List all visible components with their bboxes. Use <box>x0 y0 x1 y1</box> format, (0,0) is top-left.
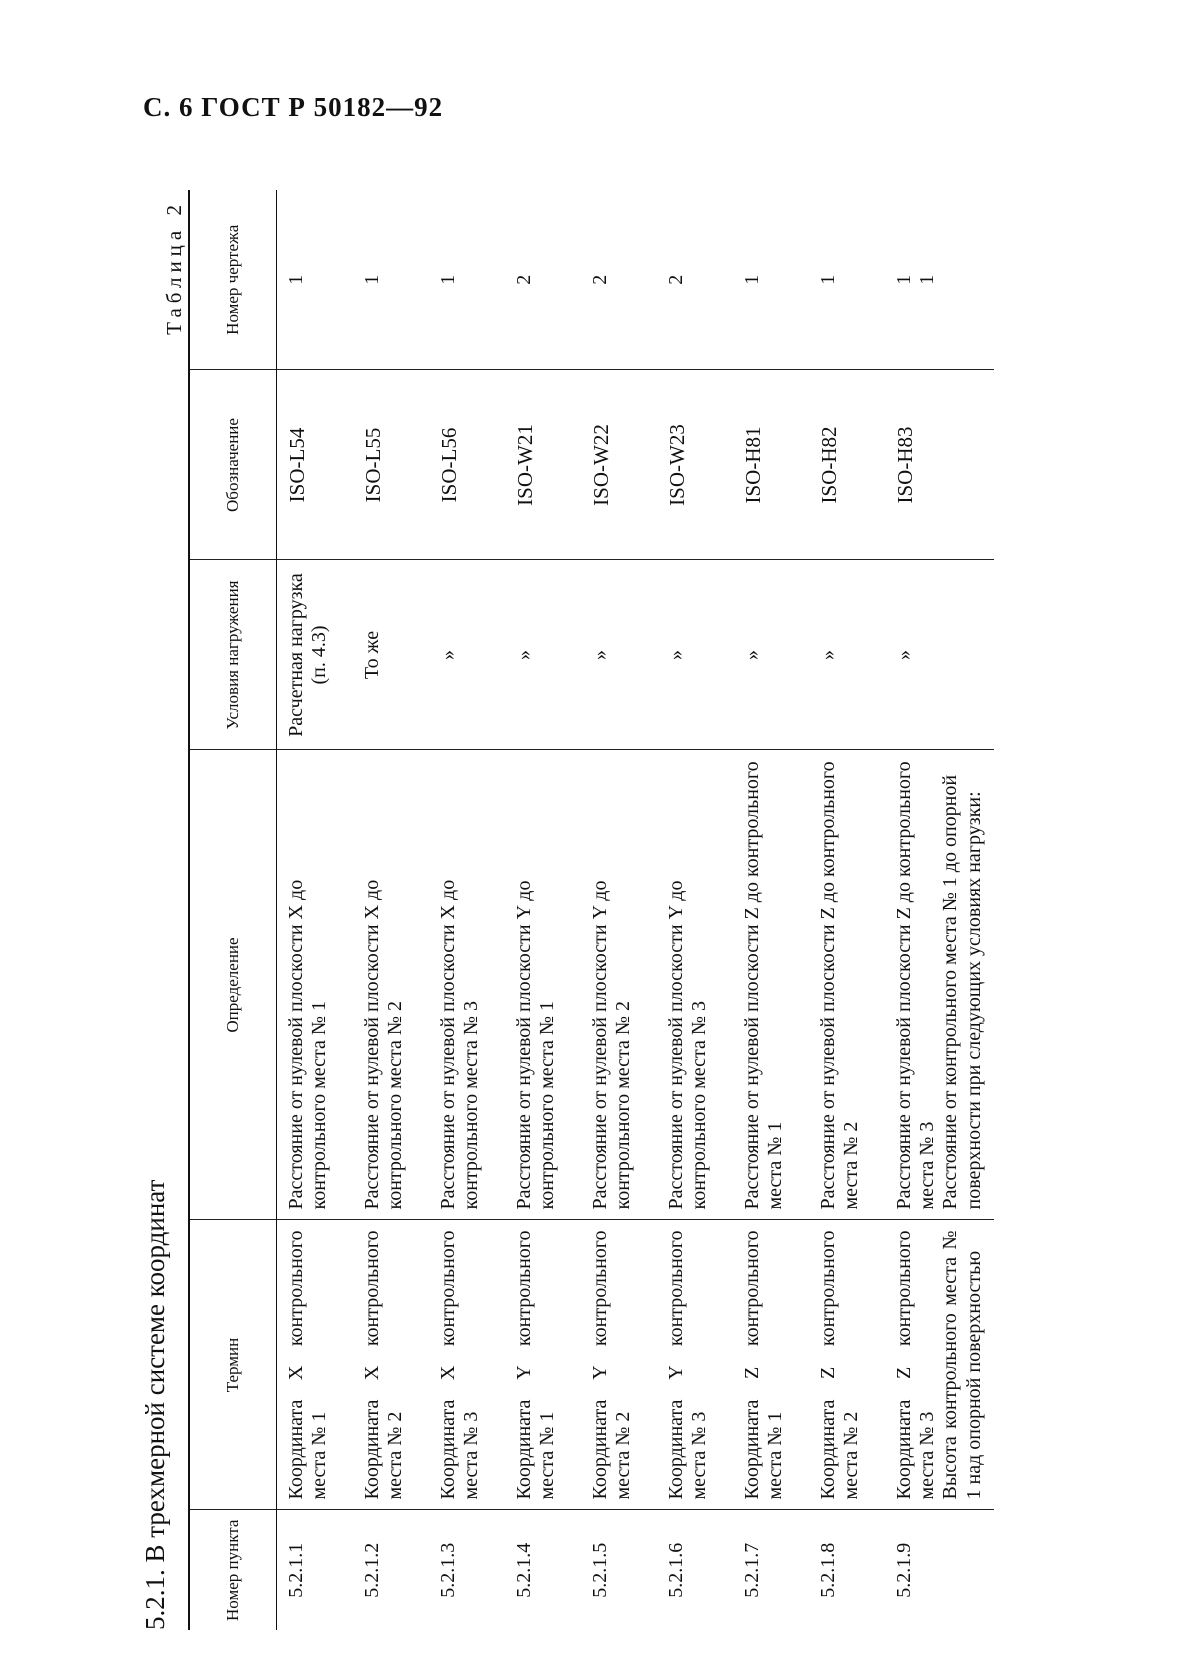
table-row <box>733 190 809 1630</box>
row-definition <box>885 750 994 1220</box>
row-term <box>885 1220 994 1510</box>
header-item-number: Номер пункта <box>189 1510 277 1630</box>
header-definition: Определение <box>189 750 277 1220</box>
row-definition: Расстояние от нулевой плоскости Z до контрольного места № 1 <box>733 750 809 1220</box>
table-row <box>277 190 354 1630</box>
row-designation: ISO-W23 <box>657 370 733 560</box>
row-term: Координата X контрольного места № 1 <box>277 1220 354 1510</box>
row-designation: ISO-L56 <box>429 370 505 560</box>
row-conditions: » <box>505 560 581 750</box>
row-drawing: 2 <box>657 190 733 370</box>
row-drawing: 1 <box>733 190 809 370</box>
row-definition: Расстояние от нулевой плоскости Y до контрольного места № 1 <box>505 750 581 1220</box>
row-designation: ISO-H82 <box>809 370 885 560</box>
table-caption: Таблица 2 <box>162 200 186 335</box>
row-number: 5.2.1.2 <box>361 1542 383 1598</box>
row-conditions: » <box>657 560 733 750</box>
row-number: 5.2.1.1 <box>285 1542 307 1598</box>
row-definition: Расстояние от нулевой плоскости X до контрольного места № 2 <box>353 750 429 1220</box>
row-drawing: 2 <box>505 190 581 370</box>
row-designation: ISO-H81 <box>733 370 809 560</box>
header-term: Термин <box>189 1220 277 1510</box>
row-definition-extra: Расстояние от контрольного места № 1 до опорной поверхности при следующих условиях нагрузки: <box>939 774 985 1210</box>
row-number: 5.2.1.7 <box>741 1542 763 1598</box>
section-title: 5.2.1. В трехмерной системе координат <box>140 1179 170 1630</box>
row-conditions: » <box>581 560 657 750</box>
row-number: 5.2.1.6 <box>665 1542 687 1598</box>
row-definition: Расстояние от нулевой плоскости Y до контрольного места № 3 <box>657 750 733 1220</box>
row-conditions: » <box>885 560 994 750</box>
row-conditions: Расчетная нагрузка (п. 4.3) <box>277 560 354 750</box>
row-designation: ISO-W22 <box>581 370 657 560</box>
row-term: Координата Z контрольного места № 1 <box>733 1220 809 1510</box>
row-number: 5.2.1.4 <box>513 1542 535 1598</box>
row-designation: ISO-W21 <box>505 370 581 560</box>
row-drawing-main: 1 <box>893 274 915 285</box>
row-term: Координата X контрольного места № 2 <box>353 1220 429 1510</box>
row-drawing-extra: 1 <box>916 274 939 285</box>
table-row <box>429 190 505 1630</box>
row-number: 5.2.1.3 <box>437 1542 459 1598</box>
table-row <box>809 190 885 1630</box>
row-drawing <box>885 190 994 370</box>
row-number: 5.2.1.5 <box>589 1542 611 1598</box>
table-row <box>581 190 657 1630</box>
table-row <box>353 190 429 1630</box>
row-drawing: 1 <box>353 190 429 370</box>
header-drawing-number: Номер чертежа <box>189 190 277 370</box>
row-drawing: 2 <box>581 190 657 370</box>
row-designation: ISO-L54 <box>277 370 354 560</box>
row-number: 5.2.1.9 <box>893 1542 915 1598</box>
row-term-extra: Высота контрольного места № 1 над опорной поверхностью <box>939 1230 985 1500</box>
row-definition: Расстояние от нулевой плоскости X до контрольного места № 3 <box>429 750 505 1220</box>
header-load-conditions: Условия нагружения <box>189 560 277 750</box>
table-row <box>505 190 581 1630</box>
row-term: Координата Y контрольного места № 2 <box>581 1220 657 1510</box>
row-term: Координата Y контрольного места № 1 <box>505 1220 581 1510</box>
table-row <box>657 190 733 1630</box>
row-conditions: То же <box>353 560 429 750</box>
row-number: 5.2.1.8 <box>817 1542 839 1598</box>
header-designation: Обозначение <box>189 370 277 560</box>
table-header-row <box>189 190 277 1630</box>
row-designation: ISO-H83 <box>885 370 994 560</box>
row-conditions: » <box>429 560 505 750</box>
coordinates-table <box>188 190 994 1630</box>
row-designation: ISO-L55 <box>353 370 429 560</box>
row-drawing: 1 <box>277 190 354 370</box>
row-drawing: 1 <box>429 190 505 370</box>
row-term: Координата Z контрольного места № 2 <box>809 1220 885 1510</box>
row-conditions: » <box>809 560 885 750</box>
row-definition: Расстояние от нулевой плоскости Z до контрольного места № 2 <box>809 750 885 1220</box>
row-definition-main: Расстояние от нулевой плоскости Z до контрольного места № 3 <box>893 761 939 1210</box>
row-term: Координата X контрольного места № 3 <box>429 1220 505 1510</box>
row-definition: Расстояние от нулевой плоскости X до контрольного места № 1 <box>277 750 354 1220</box>
table-row <box>885 190 994 1630</box>
row-term: Координата Y контрольного места № 3 <box>657 1220 733 1510</box>
row-definition: Расстояние от нулевой плоскости Y до контрольного места № 2 <box>581 750 657 1220</box>
row-drawing: 1 <box>809 190 885 370</box>
row-term-main: Координата Z контрольного места № 3 <box>893 1230 939 1500</box>
rotated-table-block <box>140 190 1140 1630</box>
row-conditions: » <box>733 560 809 750</box>
page-header: С. 6 ГОСТ Р 50182—92 <box>143 92 444 122</box>
